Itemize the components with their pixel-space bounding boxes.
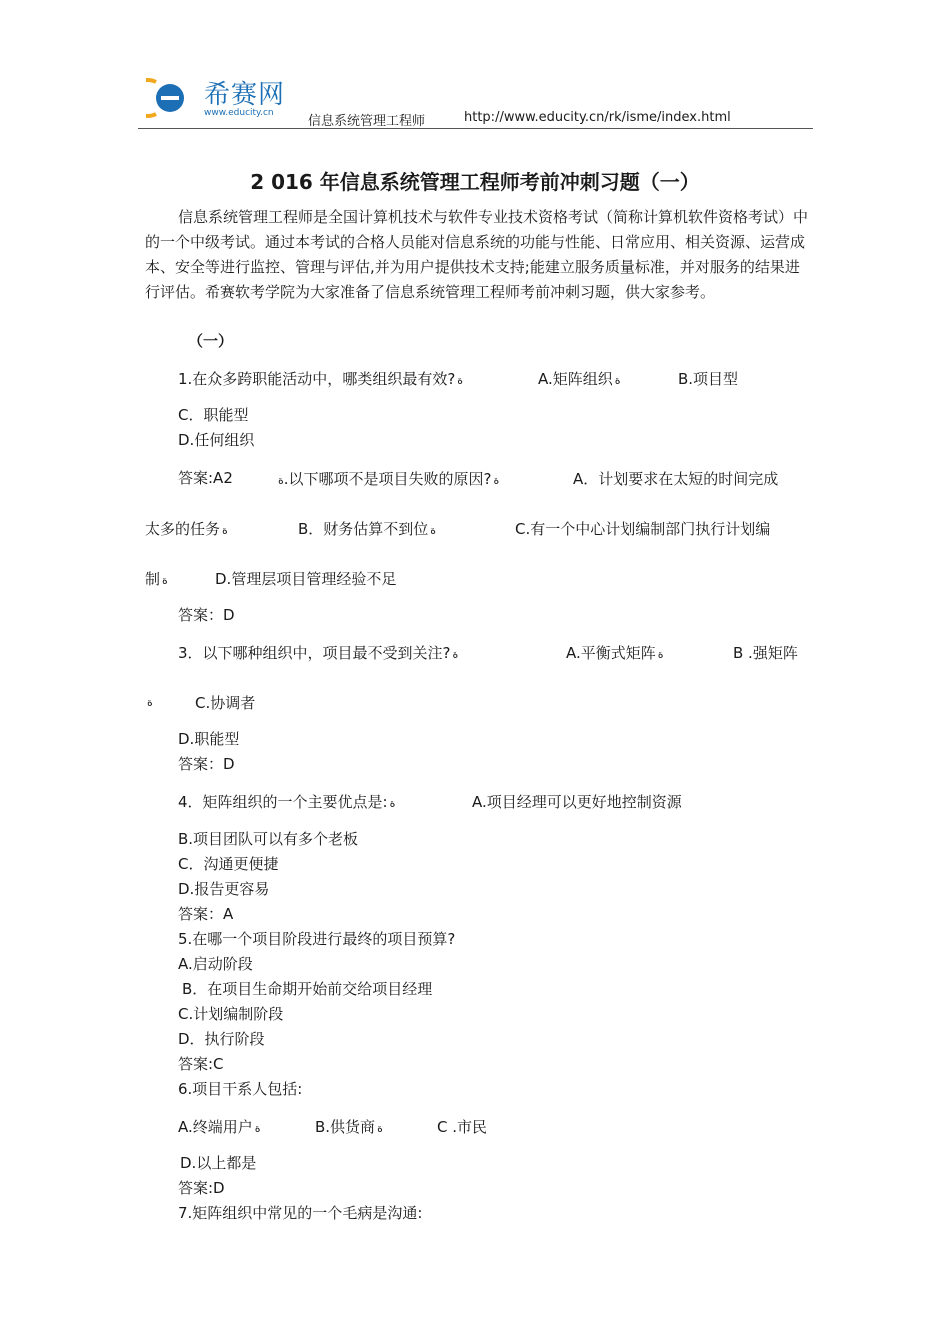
section-heading: （一） xyxy=(188,332,234,350)
intro-paragraph: 信息系统管理工程师是全国计算机技术与软件专业技术资格考试（简称计算机软件资格考试）中的一个中级考试。通过本考试的合格人员能对信息系统的功能与性能、日常应用、相关资源、运营成本、安全等进行监控、管理与评估,并为用户提供技术支持;能建立服务质量标准，并对服务的结果进行评估。希赛软考学院为大家准备了信息系统管理工程师考前冲刺习题，供大家参考。 xyxy=(145,208,809,301)
q6-option-c: C .市民 xyxy=(437,1118,488,1136)
q1-option-c: C．职能型 xyxy=(178,406,249,424)
q1-option-a: A.矩阵组织 ة xyxy=(538,370,621,388)
q5-option-c: C.计划编制阶段 xyxy=(178,1005,284,1023)
q2-option-a-cont: 太多的任务 ة xyxy=(145,520,228,538)
question-5: 5.在哪一个项目阶段进行最终的项目预算? xyxy=(178,930,456,948)
question-6: 6.项目干系人包括: xyxy=(178,1080,303,1098)
q4-option-c: C．沟通更便捷 xyxy=(178,855,279,873)
q3-option-a: A.平衡式矩阵 ة xyxy=(566,644,664,662)
q2-option-c: C.有一个中心计划编制部门执行计划编 xyxy=(515,520,771,538)
q2-answer: 答案：D xyxy=(178,606,235,624)
q3-option-c: C.协调者 xyxy=(195,694,256,712)
page-header xyxy=(138,70,813,129)
q5-option-d: D．执行阶段 xyxy=(178,1030,265,1048)
q3-option-d: D.职能型 xyxy=(178,730,240,748)
q2-option-b: B．财务估算不到位 ة xyxy=(298,520,437,538)
question-4: 4．矩阵组织的一个主要优点是: ة xyxy=(178,793,396,811)
q6-option-a: A.终端用户 ة xyxy=(178,1118,261,1136)
brand-name: 希赛网 xyxy=(204,80,286,110)
question-2: ة.以下哪项不是项目失败的原因? ة xyxy=(278,470,500,488)
q2-option-c-cont: 制 ة xyxy=(145,570,168,588)
q5-option-a: A.启动阶段 xyxy=(178,955,253,973)
q1-option-b: B.项目型 xyxy=(678,370,739,388)
header-url[interactable]: http://www.educity.cn/rk/isme/index.html xyxy=(464,110,731,125)
header-title: 信息系统管理工程师 xyxy=(308,114,426,129)
brand-url: www.educity.cn xyxy=(204,108,274,118)
q4-option-d: D.报告更容易 xyxy=(178,880,270,898)
q4-answer: 答案：A xyxy=(178,905,234,923)
q4-option-a: A.项目经理可以更好地控制资源 xyxy=(472,793,682,811)
q1-option-d: D.任何组织 xyxy=(178,431,255,449)
q4-option-b: B.项目团队可以有多个老板 xyxy=(178,830,359,848)
q5-option-b: B．在项目生命期开始前交给项目经理 xyxy=(182,980,433,998)
q6-option-d: D.以上都是 xyxy=(180,1154,257,1172)
educity-logo-icon xyxy=(146,76,186,120)
q1-answer: 答案:A2 xyxy=(178,469,233,487)
question-1: 1.在众多跨职能活动中，哪类组织最有效? ة xyxy=(178,370,464,388)
question-3: 3．以下哪种组织中，项目最不受到关注? ة xyxy=(178,644,459,662)
page-title: 2 016 年信息系统管理工程师考前冲刺习题（一） xyxy=(250,170,700,194)
q3-option-b: B .强矩阵 xyxy=(733,644,798,662)
q2-option-a: A．计划要求在太短的时间完成 xyxy=(573,470,779,488)
q2-option-d: D.管理层项目管理经验不足 xyxy=(215,570,397,588)
q3-answer: 答案：D xyxy=(178,755,235,773)
q6-answer: 答案:D xyxy=(178,1179,225,1197)
q6-option-b: B.供货商 ة xyxy=(315,1118,383,1136)
q3-marker: ة xyxy=(147,696,153,709)
q5-answer: 答案:C xyxy=(178,1055,224,1073)
question-7: 7.矩阵组织中常见的一个毛病是沟通: xyxy=(178,1204,423,1222)
